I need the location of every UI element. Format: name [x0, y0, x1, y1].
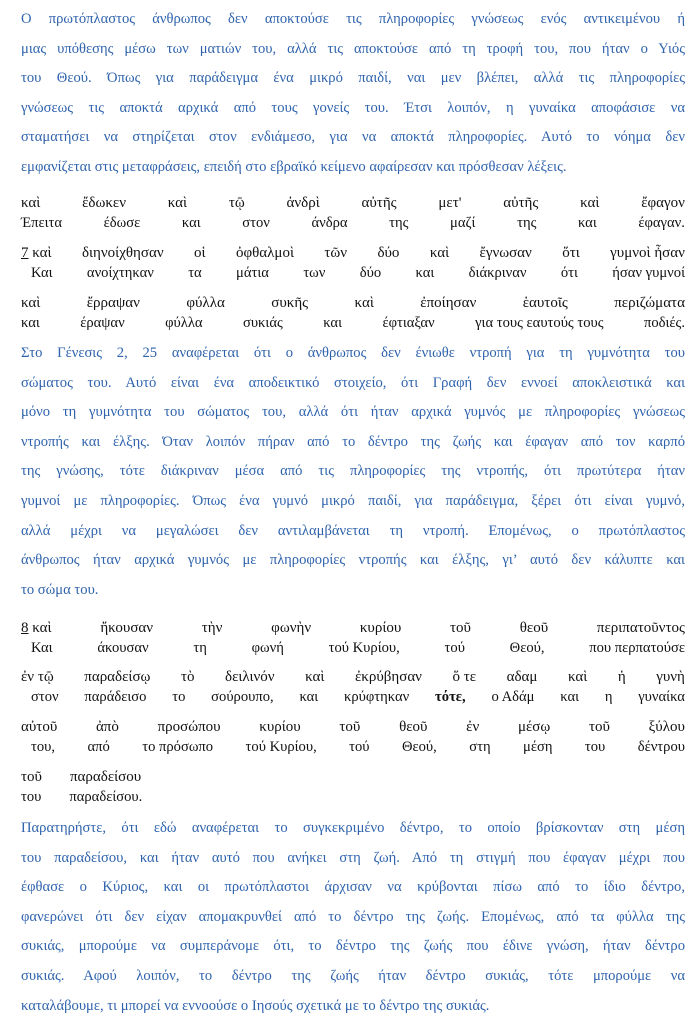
greek-word: περιζώματα [614, 295, 685, 311]
modern-word: Έπειτα [21, 215, 63, 231]
interlinear-block-v8c [21, 717, 685, 757]
greek-word: αὐτῆς [361, 195, 397, 211]
interlinear-block-v8a [21, 618, 685, 658]
greek-word: αὐτοῦ [21, 719, 58, 735]
interlinear-block-v7b [21, 293, 685, 333]
paragraph-line: γνώσεως τις αποκτά αρχικά από τους γονείς του. Έτσι λοιπόν, η γυναίκα αποφάσισε να [21, 99, 685, 116]
modern-word: για τους εαυτούς τους [475, 315, 604, 331]
greek-word: συκῆς [271, 295, 309, 311]
greek-word: παραδείσῳ [84, 669, 151, 685]
modern-word: τα [188, 265, 202, 281]
modern-word: το [172, 689, 186, 705]
modern-word: και [415, 265, 435, 281]
modern-word: του, [31, 739, 56, 755]
interlinear-block-v6 [21, 193, 685, 233]
paragraph-line: σταματήσει να στηρίζεται στον ενδιάμεσο, για να αποκτά πληροφορίες. Αυτό το νόημα δεν [21, 129, 685, 146]
commentary-paragraph-1 [21, 5, 685, 183]
greek-word: τοῦ [21, 769, 42, 785]
greek-word: ἔφαγον [641, 195, 685, 211]
modern-greek-row [21, 263, 685, 283]
paragraph-line: μιας υπόθεσης μέσω των ματιών του, αλλά τις αποκτούσε από τη τροφή του, που ήταν ο Υιός [21, 40, 685, 57]
modern-word: στον [31, 689, 59, 705]
modern-word: σούρουπο, [211, 689, 274, 705]
modern-word: κρύφτηκαν [344, 689, 410, 705]
modern-word: μαζί [450, 215, 476, 231]
greek-word: ὀφθαλμοὶ [235, 245, 294, 261]
modern-word: συκιάς [242, 315, 283, 331]
greek-word: ἀνδρὶ [286, 195, 320, 211]
greek-word: καὶ [167, 195, 188, 211]
modern-word: ο Αδάμ [491, 689, 535, 705]
greek-word: ἐποίησαν [420, 295, 477, 311]
paragraph-line: Παρατηρήστε, ότι εδώ αναφέρεται το συγκεκριμένο δέντρο, το οποίο βρίσκονταν στη μέση [21, 820, 685, 836]
greek-word: τῷ [228, 195, 245, 211]
greek-word: δύο [377, 245, 400, 261]
modern-word: Και [31, 640, 53, 656]
paragraph-line: εμφανίζεται στις μεταφράσεις, επειδή στο εβραϊκό κείμενο αφαίρεσαν και πρόσθεσαν λέξεις. [21, 158, 567, 175]
greek-word: καὶ [429, 245, 450, 261]
paragraph-line: αλλά μέχρι να μεγαλώσει δεν αντιλαμβάνεται τη ντροπή. Επομένως, ο πρωτόπλαστος [21, 522, 685, 539]
modern-word: Θεού, [401, 739, 437, 755]
commentary-paragraph-2 [21, 339, 685, 605]
paragraph-line: φανερώνει ότι δεν είχαν απομακρυνθεί από το δέντρο της ζωής. Επομένως, από τα φύλλα της [21, 908, 685, 925]
modern-word: ότι [560, 265, 578, 281]
greek-word: κυρίου [359, 620, 402, 636]
modern-word: παραδείσου. [69, 789, 143, 805]
modern-word: άκουσαν [97, 640, 149, 656]
verse-number: 7 [21, 245, 29, 261]
greek-word [21, 618, 52, 638]
greek-word: γυνὴ [656, 669, 685, 685]
greek-word: ὅτι [562, 245, 580, 261]
modern-word: Και [31, 265, 53, 281]
greek-word: ἡ [617, 669, 626, 685]
greek-word: φύλλα [186, 295, 225, 311]
modern-greek-row [21, 787, 685, 807]
modern-word: τού Κυρίου, [245, 739, 317, 755]
greek-word: ξύλου [648, 719, 685, 735]
greek-word: αδαμ [506, 669, 538, 685]
modern-word: τού [444, 640, 465, 656]
modern-word: και [181, 215, 201, 231]
paragraph-line: το σώμα του. [21, 581, 99, 598]
greek-word: ἔδωκεν [82, 195, 126, 211]
greek-word [21, 243, 52, 263]
modern-word: και [299, 689, 319, 705]
greek-word: περιπατοῦντος [596, 620, 685, 636]
greek-word: θεοῦ [399, 719, 428, 735]
greek-word: καὶ [305, 669, 325, 685]
modern-word: δέντρου [637, 739, 685, 755]
modern-word: τού Κυρίου, [328, 640, 400, 656]
greek-word: φωνὴν [271, 620, 312, 636]
paragraph-line: καταλάβουμε, τι μπορεί να εννοούσε ο Ιησούς σχετικά με το δέντρο της συκιάς. [21, 997, 490, 1014]
greek-row [21, 618, 685, 638]
modern-word: έδωσε [103, 215, 141, 231]
paragraph-line: σώματος του. Αυτό είναι ένα αποδεικτικό στοιχείο, ότι Γραφή δεν εννοεί αποκλειστικά και [21, 374, 685, 391]
greek-word: μέσῳ [517, 719, 551, 735]
paragraph-line: ντροπής και έλξης. Όταν λοιπόν πήραν από το δέντρο της ζωής και έφαγαν από τον καρπό [21, 433, 685, 450]
modern-word: ποδιές. [643, 315, 685, 331]
modern-word: στη [469, 739, 491, 755]
modern-word: τότε, [435, 689, 466, 705]
greek-word: αὐτῆς [503, 195, 539, 211]
greek-word: τὴν [201, 620, 223, 636]
greek-word: ἐν τῷ [21, 669, 54, 685]
modern-word: και [577, 215, 597, 231]
greek-word: ὅ τε [452, 669, 477, 685]
modern-word: ήσαν γυμνοί [612, 265, 685, 281]
modern-word: έραψαν [80, 315, 125, 331]
modern-word: και [323, 315, 343, 331]
greek-word: καὶ [567, 669, 588, 685]
modern-word: έφαγαν. [638, 215, 685, 231]
modern-word: του [21, 789, 42, 805]
modern-word: το πρόσωπο [142, 739, 214, 755]
greek-word-text: καὶ [32, 620, 52, 636]
greek-word-text: καὶ [32, 245, 52, 261]
verse-number: 8 [21, 620, 29, 636]
greek-row [21, 243, 685, 263]
greek-word: καὶ [21, 295, 41, 311]
greek-word: καὶ [21, 195, 41, 211]
modern-word: των [303, 265, 326, 281]
modern-word: της [389, 215, 409, 231]
greek-word: προσώπου [157, 719, 221, 735]
greek-word: παραδείσου [69, 769, 142, 785]
modern-word: που περπατούσε [589, 640, 685, 656]
greek-word: μετ' [438, 195, 462, 211]
modern-greek-row [21, 737, 685, 757]
modern-greek-row [21, 638, 685, 658]
interlinear-block-v8b [21, 667, 685, 707]
modern-word: η [604, 689, 613, 705]
paragraph-line: γυμνοί με πληροφορίες. Όπως ένα γυμνό μικρό παιδί, για παράδειγμα, ξέρει ότι είναι γυμνό, [21, 492, 685, 509]
modern-greek-row [21, 213, 685, 233]
modern-word: από [87, 739, 110, 755]
paragraph-line: άνθρωπος ήταν αρχικά γυμνός με πληροφορίες ντροπής και έλξης, γι’ αυτό δεν κάλυπτε και [21, 552, 685, 569]
modern-word: έφτιαξαν [382, 315, 435, 331]
greek-row [21, 767, 685, 787]
greek-word: ἐν [466, 719, 480, 735]
modern-word: και [21, 315, 40, 331]
modern-greek-row [21, 687, 685, 707]
modern-word: μέση [523, 739, 553, 755]
greek-word: τοῦ [339, 719, 361, 735]
greek-word: ἔγνωσαν [479, 245, 532, 261]
paragraph-line: έφθασε ο Κύριος, και οι πρωτόπλαστοι άρχισαν να κρύβονται πίσω από το ίδιο δέντρο, [21, 879, 685, 896]
modern-word: του [584, 739, 606, 755]
greek-word: γυμνοὶ ἦσαν [610, 245, 685, 261]
modern-word: τού [349, 739, 370, 755]
modern-word: παράδεισο [84, 689, 147, 705]
paragraph-line: Στο Γένεσις 2, 25 αναφέρεται ότι ο άνθρωπος δεν ένιωθε ντροπή για τη γυμνότητα του [21, 345, 685, 361]
greek-word: ἀπὸ [95, 719, 119, 735]
greek-word: ἑαυτοῖς [522, 295, 568, 311]
modern-word: άνδρα [311, 215, 348, 231]
paragraph-line: συκιάς. Αφού λοιπόν, το δέντρο της ζωής ήταν δέντρο συκιάς, τότε μπορούμε να [21, 967, 685, 984]
modern-word: γυναίκα [638, 689, 685, 705]
greek-word: τοῦ [588, 719, 610, 735]
interlinear-block-v7a [21, 243, 685, 283]
modern-word: δύο [359, 265, 382, 281]
modern-word: και [560, 689, 580, 705]
modern-word: της [517, 215, 537, 231]
modern-word: διάκριναν [468, 265, 527, 281]
paragraph-line: μόνο τη γυμνότητα του σώματος του, αλλά ότι ήταν αρχικά γυμνός με πληροφορίες γνώσεως [21, 404, 685, 421]
greek-row [21, 293, 685, 313]
modern-word: ανοίχτηκαν [86, 265, 154, 281]
paragraph-line: της γνώσης, τότε διάκριναν μέσα από τις πληροφορίες της ντροπής, ότι πρωτύτερα ήταν [21, 463, 685, 480]
modern-word: στον [242, 215, 270, 231]
modern-word: φύλλα [165, 315, 203, 331]
greek-word: ἐκρύβησαν [354, 669, 422, 685]
paragraph-line: Ο πρωτόπλαστος άνθρωπος δεν αποκτούσε τις πληροφορίες γνώσεως ενός αντικειμένου ή [21, 11, 685, 27]
greek-word: δειλινόν [225, 669, 275, 685]
greek-row [21, 667, 685, 687]
greek-word: καὶ [580, 195, 600, 211]
interlinear-block-v8d [21, 767, 685, 807]
paragraph-line: του παραδείσου, και ήταν αυτό που ανήκει στη ζωή. Από τη στιγμή που έφαγαν μέχρι που [21, 849, 685, 866]
greek-row [21, 717, 685, 737]
greek-word: θεοῦ [519, 620, 549, 636]
modern-word: φωνή [251, 640, 284, 656]
paragraph-line: συκιάς, μπορούμε να συμπεράνομε ότι, το δέντρο της ζωής που έδινε γνώση, ήταν δέντρο [21, 938, 685, 955]
greek-row [21, 193, 685, 213]
greek-word: διηνοίχθησαν [81, 245, 164, 261]
modern-word: Θεού, [509, 640, 545, 656]
greek-word: τῶν [324, 245, 348, 261]
greek-word: κυρίου [259, 719, 301, 735]
modern-greek-row [21, 313, 685, 333]
greek-word: ἤκουσαν [100, 620, 154, 636]
greek-word: ἔρραψαν [86, 295, 140, 311]
modern-word: μάτια [236, 265, 269, 281]
greek-word: καὶ [354, 295, 374, 311]
modern-word: τη [193, 640, 207, 656]
greek-word: τοῦ [450, 620, 471, 636]
paragraph-line: του Θεού. Όπως για παράδειγμα ένα μικρό παιδί, ναι μεν βλέπει, αλλά τις πληροφορίες [21, 70, 685, 87]
commentary-paragraph-3 [21, 814, 685, 1021]
greek-word: οἱ [194, 245, 206, 261]
greek-word: τὸ [180, 669, 195, 685]
